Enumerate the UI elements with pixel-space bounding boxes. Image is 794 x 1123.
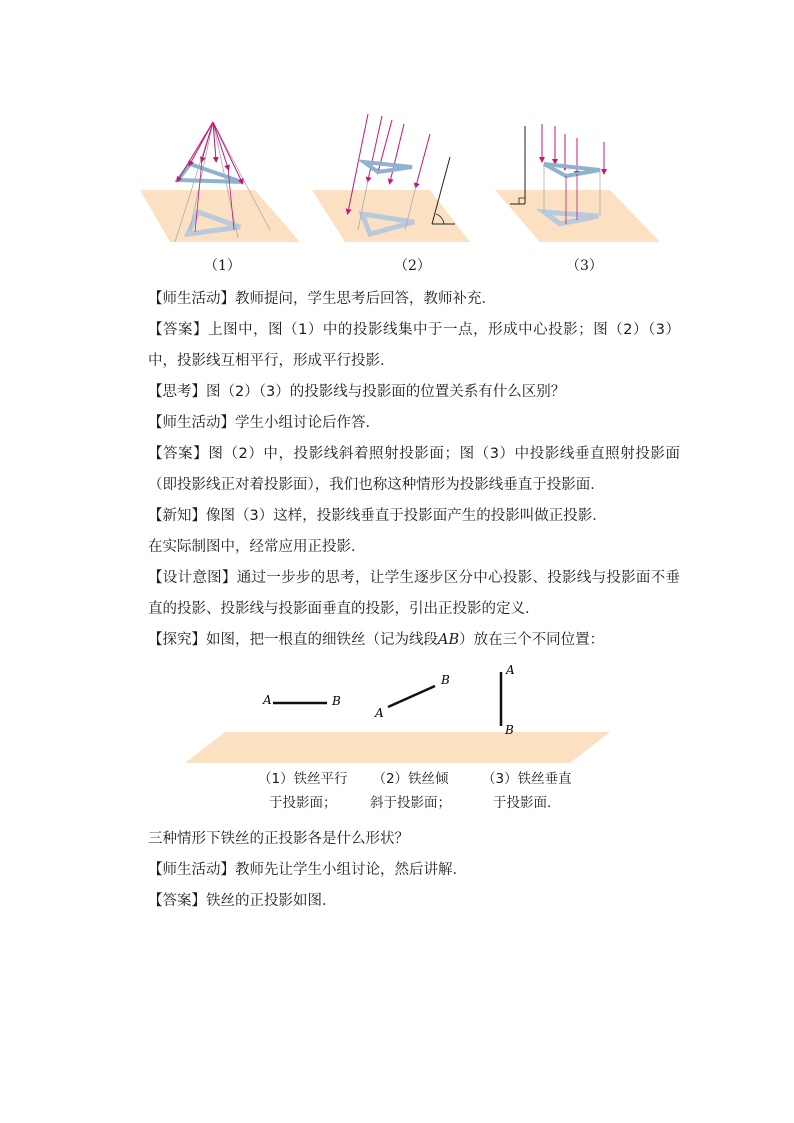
oblique-projection-figure xyxy=(312,114,470,242)
figure-caption-3: （3） xyxy=(566,258,603,274)
label-b-1: B xyxy=(332,694,341,708)
figure-caption-2: （2） xyxy=(394,258,431,274)
paragraph-activity-1: 【师生活动】教师提问，学生思考后回答，教师补充． xyxy=(148,291,496,307)
label-b-2: B xyxy=(441,673,450,687)
central-projection-figure xyxy=(140,122,300,242)
wire-caption-3: （3）铁丝垂直 于投影面． xyxy=(482,771,572,811)
text-block-after xyxy=(120,824,680,917)
paragraph-activity-2: 【师生活动】学生小组讨论后作答． xyxy=(148,415,380,431)
paragraph-think: 【思考】图（2）（3）的投影线与投影面的位置关系有什么区别？ xyxy=(148,384,566,400)
label-a-1: A xyxy=(263,693,272,707)
orthogonal-projection-figure xyxy=(495,124,660,242)
wire-oblique xyxy=(388,686,435,707)
paragraph-question: 三种情形下铁丝的正投影各是什么形状？ xyxy=(148,831,409,847)
wire-position-figure xyxy=(185,660,610,768)
paragraph-answer-2: 【答案】图（2）中，投影线斜着照射投影面；图（3）中投影线垂直照射投影面（即投影线正对着投影面），我们也称这种情形为投影线垂直于投影面． xyxy=(148,446,681,493)
wire-caption-1: （1）铁丝平行 于投影面； xyxy=(258,771,348,811)
projection-figure-top xyxy=(130,112,670,262)
paragraph-activity-3: 【师生活动】教师先让学生小组讨论，然后讲解． xyxy=(148,862,467,878)
figure-caption-1: （1） xyxy=(204,258,241,274)
projection-plane xyxy=(185,732,610,763)
label-a-3: A xyxy=(506,663,515,677)
paragraph-answer-3: 【答案】铁丝的正投影如图． xyxy=(148,893,337,909)
paragraph-practice: 在实际制图中，经常应用正投影． xyxy=(148,539,366,555)
paragraph-explore: 【探究】如图，把一根直的细铁丝（记为线段AB）放在三个不同位置： xyxy=(148,632,605,648)
text-block-main xyxy=(120,284,680,656)
paragraph-design-intent: 【设计意图】通过一步步的思考，让学生逐步区分中心投影、投影线与投影面不垂直的投影、投影线与投影面垂直的投影，引出正投影的定义． xyxy=(148,570,681,617)
label-a-2: A xyxy=(375,706,384,720)
label-b-3: B xyxy=(505,723,514,737)
paragraph-answer-1: 【答案】上图中，图（1）中的投影线集中于一点，形成中心投影；图（2）（3）中，投影线互相平行，形成平行投影． xyxy=(148,322,680,369)
paragraph-new-knowledge: 【新知】像图（3）这样，投影线垂直于投影面产生的投影叫做正投影． xyxy=(148,508,607,524)
wire-caption-2: （2）铁丝倾 斜于投影面； xyxy=(370,771,451,811)
